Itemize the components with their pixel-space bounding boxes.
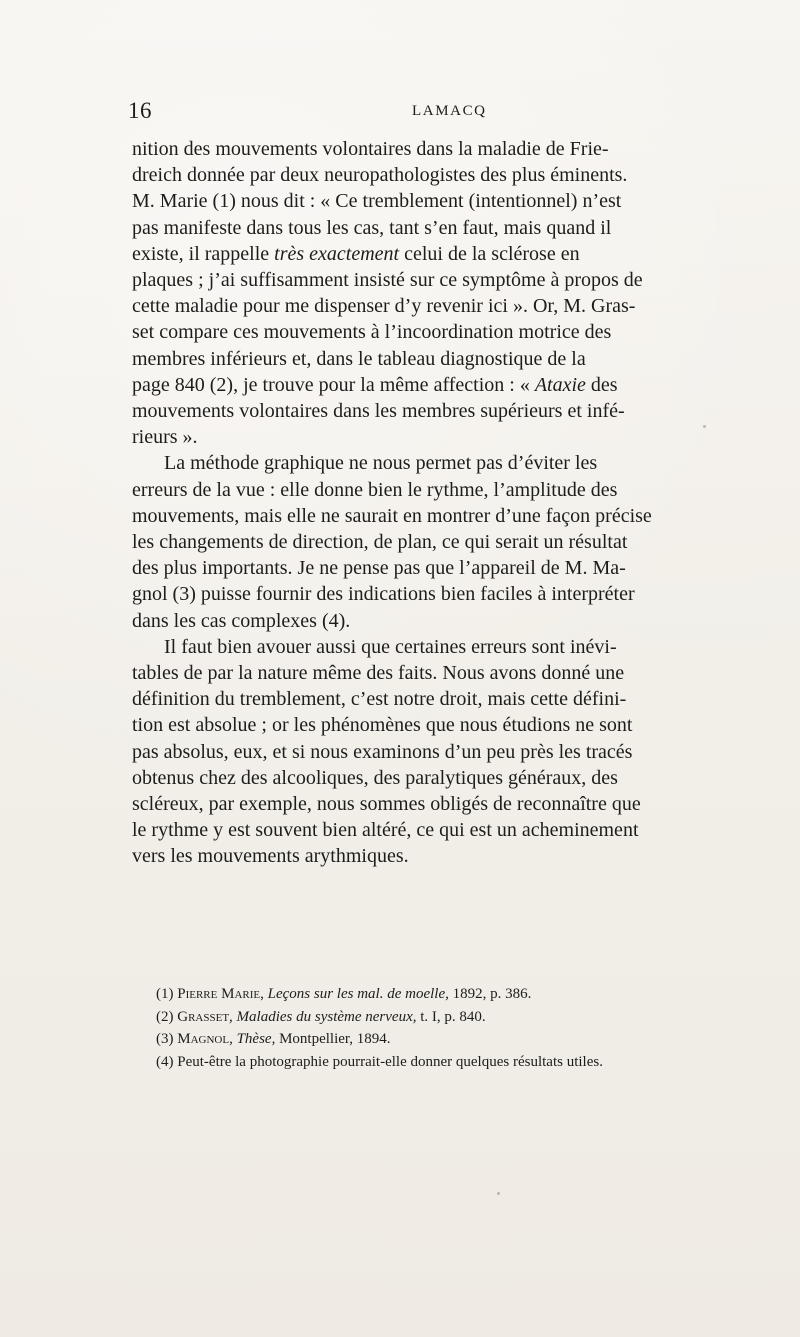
footnote-number: (3) [156, 1031, 174, 1048]
text-line: mouvements volontaires dans les membres supérieurs et infé- [132, 400, 625, 423]
footnote-1 [132, 983, 758, 1006]
text-line: tion est absolue ; or les phénomènes que nous étudions ne sont [132, 714, 633, 737]
footnote-4 [132, 1051, 758, 1074]
text-line: des plus importants. Je ne pense pas que l’appareil de M. Ma- [132, 557, 626, 580]
page-number: 16 [128, 98, 152, 123]
text-line: existe, il rappelle [132, 242, 275, 265]
text-line: définition du tremblement, c’est notre droit, mais cette défini- [132, 688, 627, 711]
paper-speck [497, 1192, 500, 1195]
text-line: celui de la sclérose en [399, 242, 580, 265]
paragraph-2 [132, 450, 763, 633]
main-text [132, 136, 763, 870]
italic-word: Ataxie [534, 373, 586, 396]
text-line: nition des mouvements volontaires dans la maladie de Frie- [132, 138, 609, 160]
footnote-citation: Montpellier, 1894. [275, 1031, 391, 1048]
footnote-number: (4) [156, 1053, 174, 1070]
footnote-author: Grasset, [177, 1008, 233, 1025]
text-line: pas absolus, eux, et si nous examinons d’un peu près les tracés [132, 740, 633, 763]
text-line: page 840 (2), je trouve pour la même affection : « [132, 373, 535, 396]
text-line: plaques ; j’ai suffisamment insisté sur ce symptôme à propos de [132, 269, 643, 292]
text-line: les changements de direction, de plan, ce qui serait un résultat [132, 531, 628, 554]
text-line: La méthode graphique ne nous permet pas d’éviter les [164, 452, 598, 475]
text-line: mouvements, mais elle ne saurait en montrer d’une façon précise [132, 504, 652, 527]
footnote-author: Magnol, [177, 1031, 233, 1048]
text-line: le rythme y est souvent bien altéré, ce qui est un acheminement [132, 819, 639, 842]
text-line: M. Marie (1) nous dit : « Ce tremblement (intentionnel) n’est [132, 190, 622, 213]
paper-speck [703, 425, 706, 428]
running-head: LAMACQ [412, 103, 487, 119]
paragraph-1 [132, 136, 763, 450]
footnotes [132, 983, 758, 1073]
text-line: pas manifeste dans tous les cas, tant s’en faut, mais quand il [132, 216, 612, 239]
footnote-author: Pierre Marie, [177, 986, 264, 1002]
italic-phrase: très exactement [274, 242, 400, 265]
paragraph-3 [132, 634, 763, 870]
footnote-title: Thèse, [236, 1031, 276, 1048]
text-line: scléreux, par exemple, nous sommes obligés de reconnaître que [132, 793, 641, 816]
footnote-2 [132, 1006, 758, 1029]
text-line: Il faut bien avouer aussi que certaines erreurs sont inévi- [164, 635, 617, 658]
footnote-title: Leçons sur les mal. de moelle, [267, 986, 449, 1002]
footnote-citation: t. I, p. 840. [416, 1008, 486, 1025]
text-line: tables de par la nature même des faits. Nous avons donné une [132, 662, 625, 685]
text-line: rieurs ». [132, 426, 198, 449]
footnote-citation: 1892, p. 386. [448, 986, 532, 1002]
text-line: dans les cas complexes (4). [132, 609, 351, 632]
footnote-number: (1) [156, 986, 174, 1002]
text-line: set compare ces mouvements à l’incoordination motrice des [132, 321, 612, 344]
footnote-number: (2) [156, 1008, 174, 1025]
text-line: des [585, 373, 618, 396]
text-line: erreurs de la vue : elle donne bien le rythme, l’amplitude des [132, 478, 618, 501]
text-line: cette maladie pour me dispenser d’y revenir ici ». Or, M. Gras- [132, 295, 636, 318]
footnote-title: Maladies du système nerveux, [236, 1008, 417, 1025]
text-line: membres inférieurs et, dans le tableau diagnostique de la [132, 347, 586, 370]
text-line: gnol (3) puisse fournir des indications bien faciles à interpréter [132, 583, 635, 606]
text-line: vers les mouvements arythmiques. [132, 845, 409, 868]
text-line: dreich donnée par deux neuropathologistes des plus éminents. [132, 164, 628, 187]
footnote-text: Peut-être la photographie pourrait-elle donner quelques résultats utiles. [177, 1053, 603, 1070]
page-header [128, 99, 763, 123]
text-line: obtenus chez des alcooliques, des paralytiques généraux, des [132, 766, 618, 789]
footnote-3 [132, 1028, 758, 1051]
